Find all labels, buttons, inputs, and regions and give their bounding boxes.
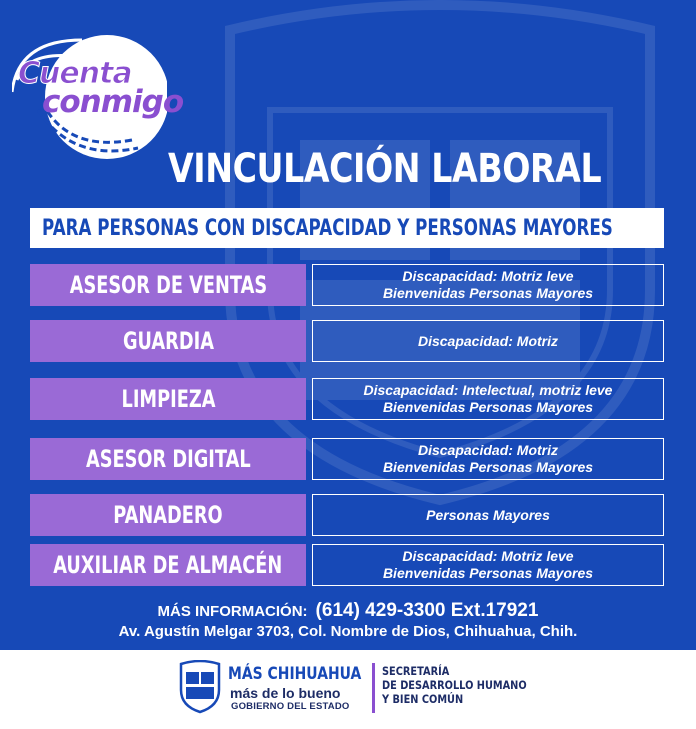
- job-row: [30, 438, 664, 480]
- job-title: ASESOR DE VENTAS: [69, 271, 267, 299]
- job-requirements-box: [312, 544, 664, 586]
- job-title: ASESOR DIGITAL: [85, 445, 251, 473]
- logo-word-conmigo: conmigo: [42, 84, 184, 120]
- requirement-line: Bienvenidas Personas Mayores: [382, 399, 594, 415]
- secretaria-line: SECRETARÍA: [382, 664, 450, 678]
- secretaria-name: [382, 664, 527, 706]
- requirement-line: Discapacidad: Motriz: [417, 332, 559, 349]
- job-title-box: [30, 378, 306, 420]
- requirement-line: Bienvenidas Personas Mayores: [382, 565, 594, 581]
- address: Av. Agustín Melgar 3703, Col. Nombre de Dios, Chihuahua, Chih.: [118, 623, 578, 640]
- job-title-box: [30, 544, 306, 586]
- requirement-line: Discapacidad: Motriz leve: [402, 268, 574, 284]
- footer-divider: [372, 663, 375, 713]
- job-requirements-box: [312, 378, 664, 420]
- job-row: [30, 544, 664, 586]
- job-requirements-box: [312, 438, 664, 480]
- logo-word-cuenta: Cuenta: [18, 56, 132, 91]
- requirement-line: Bienvenidas Personas Mayores: [382, 285, 594, 301]
- job-row: [30, 320, 664, 362]
- requirement-line: Discapacidad: Motriz: [417, 442, 559, 458]
- info-label: MÁS INFORMACIÓN:: [157, 603, 308, 620]
- job-title-box: [30, 438, 306, 480]
- secretaria-line: Y BIEN COMÚN: [382, 692, 464, 706]
- job-requirements-box: [312, 320, 664, 362]
- job-title: LIMPIEZA: [121, 385, 215, 413]
- requirement-line: Personas Mayores: [426, 506, 550, 523]
- job-requirements-box: [312, 494, 664, 536]
- phone-number[interactable]: (614) 429-3300 Ext.17921: [315, 600, 539, 621]
- job-row: [30, 264, 664, 306]
- footer-government: GOBIERNO DEL ESTADO: [231, 701, 350, 712]
- job-title: AUXILIAR DE ALMACÉN: [53, 551, 283, 579]
- job-title-box: [30, 494, 306, 536]
- job-title-box: [30, 320, 306, 362]
- job-title-box: [30, 264, 306, 306]
- footer-brand: MÁS CHIHUAHUA: [228, 664, 362, 684]
- job-row: [30, 378, 664, 420]
- footer: [0, 650, 696, 729]
- page-subtitle: PARA PERSONAS CON DISCAPACIDAD Y PERSONAS MAYORES: [42, 216, 613, 241]
- footer-slogan: más de lo bueno: [230, 685, 341, 701]
- page-title: VINCULACIÓN LABORAL: [168, 146, 602, 192]
- job-row: [30, 494, 664, 536]
- background-crest: [210, 0, 670, 510]
- job-title: GUARDIA: [122, 327, 214, 355]
- job-title: PANADERO: [113, 501, 223, 529]
- requirement-line: Discapacidad: Motriz leve: [402, 548, 574, 564]
- state-seal-icon: [178, 660, 222, 714]
- job-requirements-box: [312, 264, 664, 306]
- requirement-line: Discapacidad: Intelectual, motriz leve: [363, 382, 613, 398]
- requirement-line: Bienvenidas Personas Mayores: [382, 459, 594, 475]
- secretaria-line: DE DESARROLLO HUMANO: [382, 678, 527, 692]
- contact-info: [0, 600, 696, 622]
